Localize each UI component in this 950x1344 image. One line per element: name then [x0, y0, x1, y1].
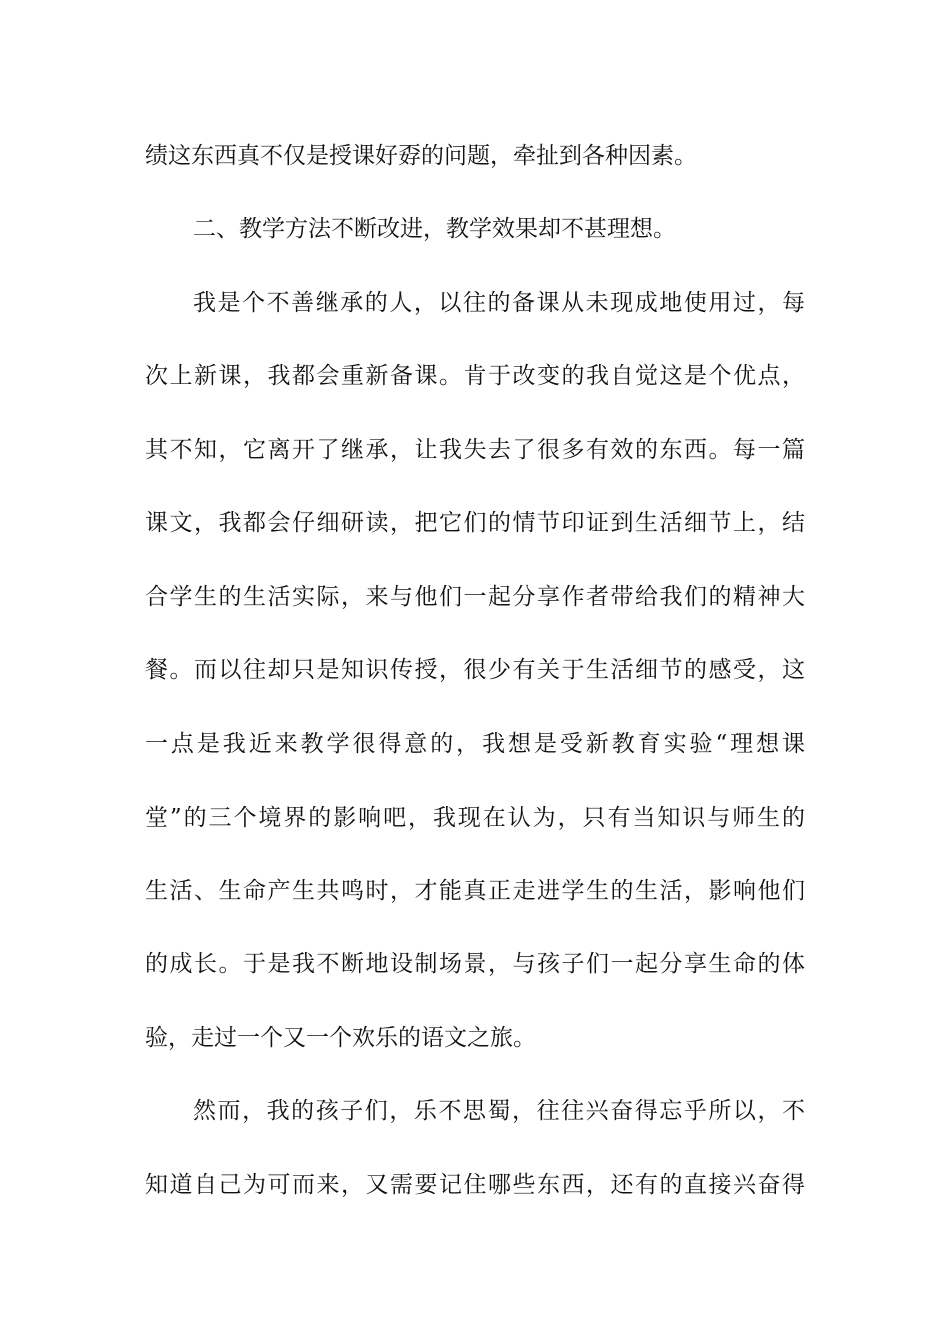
text-line: 的成长。于是我不断地设制场景，与孩子们一起分享生命的体	[145, 951, 805, 977]
text-line: 然而，我的孩子们，乐不思蜀，往往兴奋得忘乎所以，不	[193, 1098, 805, 1124]
text-line: 我是个不善继承的人，以往的备课从未现成地使用过，每	[193, 290, 805, 316]
text-line: 堂”的三个境界的影响吧，我现在认为，只有当知识与师生的	[145, 805, 805, 831]
text-line: 合学生的生活实际，来与他们一起分享作者带给我们的精神大	[145, 584, 805, 610]
text-line: 一点是我近来教学很得意的，我想是受新教育实验“理想课	[145, 731, 805, 757]
text-line: 知道自己为可而来，又需要记住哪些东西，还有的直接兴奋得	[145, 1172, 805, 1198]
text-line: 次上新课，我都会重新备课。肯于改变的我自觉这是个优点，	[145, 363, 805, 389]
text-line: 绩这东西真不仅是授课好孬的问题，牵扯到各种因素。	[145, 143, 697, 169]
section-heading: 二、教学方法不断改进，教学效果却不甚理想。	[193, 216, 676, 242]
text-line: 验，走过一个又一个欢乐的语文之旅。	[145, 1025, 536, 1051]
text-line: 其不知，它离开了继承，让我失去了很多有效的东西。每一篇	[145, 437, 805, 463]
text-line: 课文，我都会仔细研读，把它们的情节印证到生活细节上，结	[145, 510, 805, 536]
text-line: 生活、生命产生共鸣时，才能真正走进学生的生活，影响他们	[145, 878, 805, 904]
text-line: 餐。而以往却只是知识传授，很少有关于生活细节的感受，这	[145, 657, 805, 683]
